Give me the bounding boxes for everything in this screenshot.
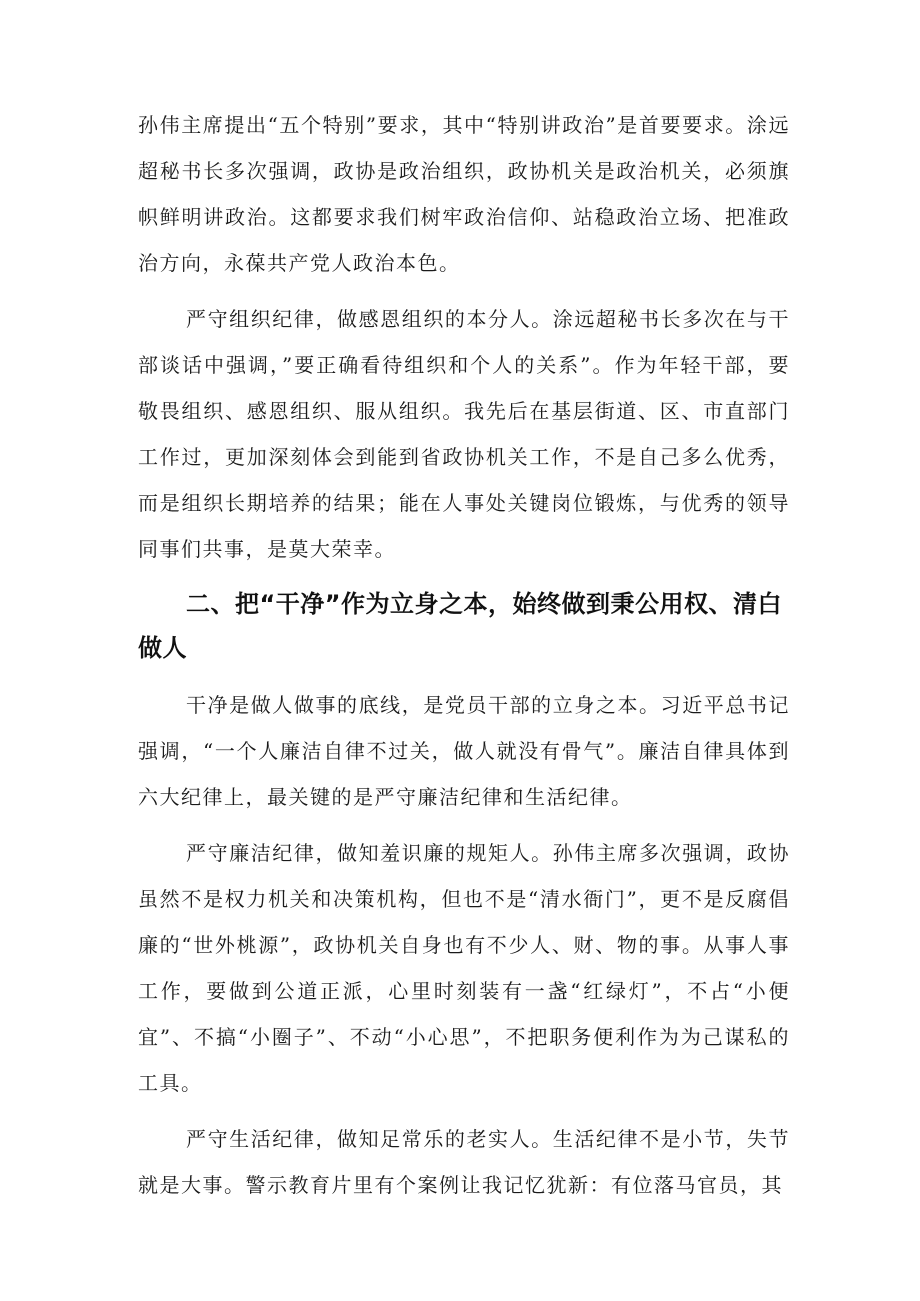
paragraph-life-discipline: 严守生活纪律，做知足常乐的老实人。生活纪律不是小节，失节就是大事。警示教育片里有个案例让我记忆犹新：有位落马官员，其 [138,1127,790,1197]
section-heading-two: 二、把“干净”作为立身之本，始终做到秉公用权、清白做人 [138,590,783,662]
paragraph-integrity-discipline: 严守廉洁纪律，做知羞识廉的规矩人。孙伟主席多次强调，政协虽然不是权力机关和决策机构，但也不是“清水衙门”，更不是反腐倡廉的“世外桃源”，政协机关自身也有不少人、财、物的事。从事人事工作，要做到公道正派，心里时刻装有一盏“红绿灯”，不占“小便宜”、不搞“小圈子”、不动“小心思”，不把职务便利作为为己谋私的工具。 [138,841,790,1095]
document-body [138,102,790,1218]
paragraph-clean-foundation: 干净是做人做事的底线，是党员干部的立身之本。习近平总书记强调，“一个人廉洁自律不过关，做人就没有骨气”。廉洁自律具体到六大纪律上，最关键的是严守廉洁纪律和生活纪律。 [138,693,790,809]
paragraph-organization-discipline: 严守组织纪律，做感恩组织的本分人。涂远超秘书长多次在与干部谈话中强调，”要正确看待组织和个人的关系”。作为年轻干部，要敬畏组织、感恩组织、服从组织。我先后在基层街道、区、市直部门工作过，更加深刻体会到能到省政协机关工作，不是自己多么优秀，而是组织长期培养的结果；能在人事处关键岗位锻炼，与优秀的领导同事们共事，是莫大荣幸。 [138,307,790,561]
paragraph-political-requirement: 孙伟主席提出“五个特别”要求，其中“特别讲政治”是首要要求。涂远超秘书长多次强调，政协是政治组织，政协机关是政治机关，必须旗帜鲜明讲政治。这都要求我们树牢政治信仰、站稳政治立场、把准政治方向，永葆共产党人政治本色。 [138,113,790,275]
